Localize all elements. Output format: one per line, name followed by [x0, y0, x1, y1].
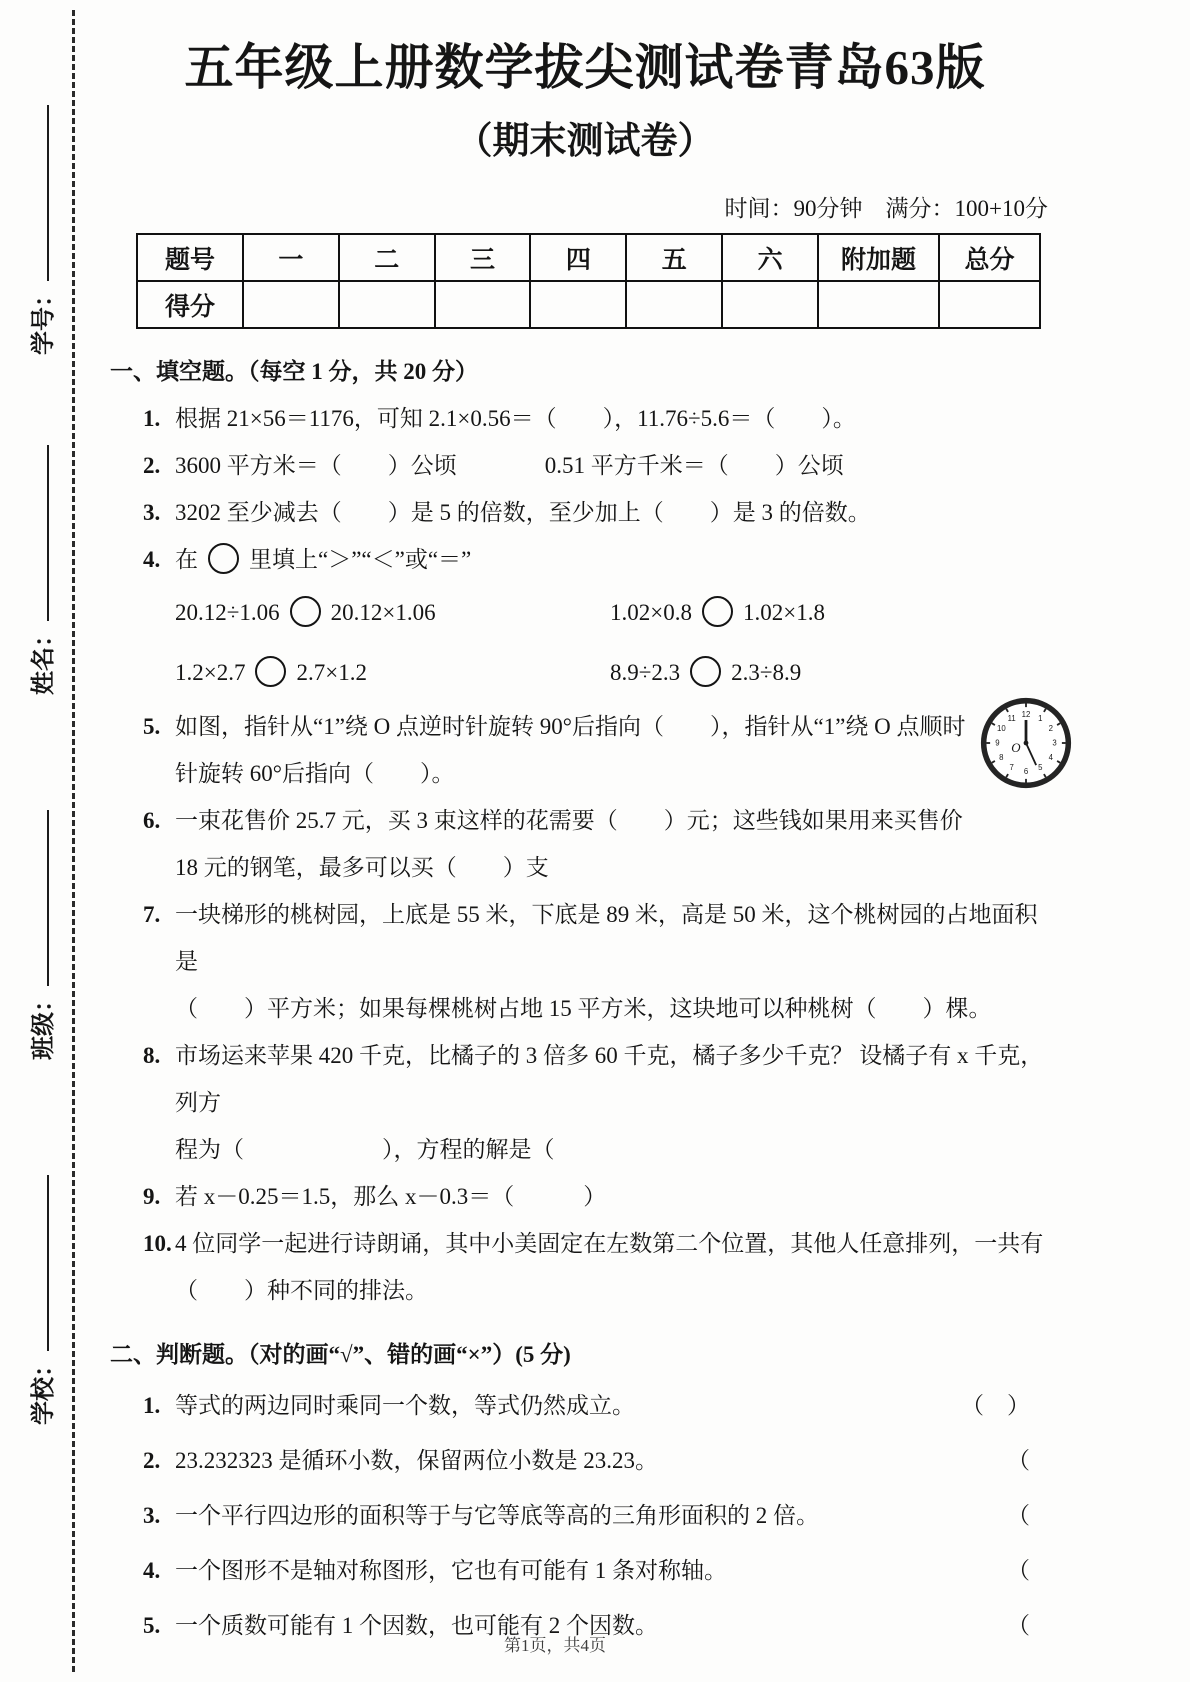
score-table-header-row [137, 234, 1040, 281]
clock-number: 1 [1038, 714, 1043, 724]
clock-number: 7 [1009, 763, 1014, 773]
question-10-line2: （ ）种不同的排法。 [175, 1278, 428, 1304]
student-id-field [23, 105, 57, 355]
comparison-pair [610, 583, 825, 643]
comparison-right: 20.12×1.06 [330, 600, 436, 626]
page-footer: 第1页，共4页 [504, 1636, 606, 1655]
question-5-number: 5. [143, 714, 161, 740]
comparison-circle[interactable] [255, 656, 286, 687]
comparison-pair [175, 643, 610, 703]
question-10 [110, 1220, 1060, 1314]
clock-number: 10 [996, 724, 1006, 734]
judge-2-text: 23.232323 是循环小数，保留两位小数是 23.23。 [175, 1448, 658, 1474]
page-subtitle: （期末测试卷） [455, 121, 715, 163]
judge-2-answer-bracket[interactable]: （ [1007, 1448, 1030, 1474]
question-4-compare-row-2 [110, 643, 1060, 703]
score-cell-empty[interactable] [243, 281, 339, 328]
question-3-number: 3. [143, 500, 161, 526]
school-field [23, 1175, 57, 1425]
time-score-info: 时间：90分钟 满分：100+10分 [724, 196, 1048, 222]
question-5-line2: 针旋转 60°后指向（ ）。 [175, 761, 455, 787]
score-row-label: 得分 [137, 281, 243, 328]
score-header-cell: 题号 [137, 234, 243, 281]
comparison-right: 2.7×1.2 [296, 660, 367, 686]
score-header-cell: 四 [530, 234, 626, 281]
question-8-line2: 程为（ ），方程的解是（ [175, 1137, 555, 1163]
comparison-left: 1.2×2.7 [175, 660, 246, 686]
comparison-right: 2.3÷8.9 [731, 660, 802, 686]
question-10-number: 10. [143, 1231, 172, 1257]
question-4-intro-post: 里填上“＞”“＜”或“＝” [249, 547, 472, 573]
clock-number: 11 [1007, 714, 1016, 724]
question-6-line2: 18 元的钢笔，最多可以买（ ）支 [175, 855, 549, 881]
judge-3-number: 3. [143, 1503, 161, 1529]
score-table-score-row [137, 281, 1040, 328]
question-8-line1: 市场运来苹果 420 千克，比橘子的 3 倍多 60 千克，橘子多少千克？ 设橘子有 x 千克，列方 [175, 1043, 1044, 1116]
judge-3-text: 一个平行四边形的面积等于与它等底等高的三角形面积的 2 倍。 [175, 1503, 819, 1529]
score-cell-empty[interactable] [626, 281, 722, 328]
question-3-text: 3202 至少减去（ ）是 5 的倍数，至少加上（ ）是 3 的倍数。 [175, 500, 871, 526]
judge-question-2 [110, 1433, 1060, 1488]
binding-dashed-line [72, 10, 75, 1672]
question-9 [110, 1173, 1060, 1220]
question-5 [110, 703, 1060, 797]
clock-number: 2 [1048, 724, 1053, 734]
question-9-number: 9. [143, 1184, 161, 1210]
class-blank[interactable] [47, 810, 49, 986]
question-2-part2: 0.51 平方千米＝（ ）公顷 [544, 453, 844, 479]
score-header-cell: 三 [435, 234, 531, 281]
judge-5-answer-bracket[interactable]: （ [1007, 1613, 1030, 1639]
judge-question-1 [110, 1378, 1060, 1433]
comparison-pair [610, 643, 801, 703]
score-header-cell: 总分 [939, 234, 1040, 281]
judge-1-answer-bracket[interactable]: （ ） [961, 1393, 1030, 1419]
judge-4-number: 4. [143, 1558, 161, 1584]
question-10-line1: 4 位同学一起进行诗朗诵，其中小美固定在左数第二个位置，其他人任意排列，一共有 [175, 1231, 1044, 1257]
comparison-circle[interactable] [702, 596, 733, 627]
clock-number: 6 [1023, 767, 1029, 777]
question-7-line1: 一块梯形的桃树园，上底是 55 米，下底是 89 米，高是 50 米，这个桃树园的占地面积是 [175, 902, 1038, 975]
question-2 [110, 442, 1060, 489]
school-label: 学校： [30, 1353, 57, 1425]
judge-1-text: 等式的两边同时乘同一个数，等式仍然成立。 [175, 1393, 635, 1419]
question-7-number: 7. [143, 902, 161, 928]
question-1-number: 1. [143, 406, 161, 432]
student-id-blank[interactable] [47, 105, 49, 281]
judge-3-answer-bracket[interactable]: （ [1007, 1503, 1030, 1529]
score-header-cell: 二 [339, 234, 435, 281]
clock-number: 8 [999, 753, 1004, 763]
section1-heading: 一、填空题。（每空 1 分，共 20 分） [110, 359, 478, 385]
score-header-cell: 六 [722, 234, 818, 281]
question-2-part1: 3600 平方米＝（ ）公顷 [175, 453, 457, 479]
comparison-circle[interactable] [208, 543, 239, 574]
question-6 [110, 797, 1060, 891]
score-table [136, 233, 1041, 329]
clock-number: 3 [1052, 738, 1057, 748]
question-4-number: 4. [143, 547, 161, 573]
student-id-label: 学号： [30, 283, 57, 355]
clock-illustration [980, 697, 1072, 789]
question-9-text: 若 x－0.25＝1.5，那么 x－0.3＝（ ） [175, 1184, 607, 1210]
question-6-line1: 一束花售价 25.7 元，买 3 束这样的花需要（ ）元；这些钱如果用来买售价 [175, 808, 963, 834]
question-5-line1: 如图，指针从“1”绕 O 点逆时针旋转 90°后指向（ ），指针从“1”绕 O 点顺时 [175, 714, 966, 740]
comparison-circle[interactable] [290, 596, 321, 627]
comparison-pair [175, 583, 610, 643]
clock-center-label: O [1011, 741, 1021, 756]
score-header-cell: 一 [243, 234, 339, 281]
question-6-number: 6. [143, 808, 161, 834]
judge-5-text: 一个质数可能有 1 个因数，也可能有 2 个因数。 [175, 1613, 658, 1639]
comparison-left: 20.12÷1.06 [175, 600, 280, 626]
judge-5-number: 5. [143, 1613, 161, 1639]
question-2-number: 2. [143, 453, 161, 479]
question-2-text [175, 442, 1060, 489]
score-cell-empty[interactable] [435, 281, 531, 328]
question-4 [110, 536, 1060, 583]
judge-1-number: 1. [143, 1393, 161, 1419]
class-label: 班级： [30, 988, 57, 1060]
page-title: 五年级上册数学拔尖测试卷青岛63版 [184, 40, 986, 95]
class-field [23, 810, 57, 1060]
name-blank[interactable] [47, 445, 49, 621]
clock-number: 9 [995, 738, 1000, 748]
judge-question-3 [110, 1488, 1060, 1543]
question-7 [110, 891, 1060, 1032]
score-cell-empty[interactable] [339, 281, 435, 328]
clock-number: 4 [1048, 753, 1053, 763]
question-4-intro-pre: 在 [175, 547, 198, 573]
clock-center-dot [1024, 741, 1029, 746]
question-3 [110, 489, 1060, 536]
clock-number: 12 [1021, 710, 1031, 720]
comparison-right: 1.02×1.8 [742, 600, 825, 626]
paper-content [110, 34, 1060, 1653]
score-header-cell: 五 [626, 234, 722, 281]
clock-number: 5 [1038, 763, 1043, 773]
judge-2-number: 2. [143, 1448, 161, 1474]
question-1-text: 根据 21×56＝1176，可知 2.1×0.56＝（ ），11.76÷5.6＝（ ）。 [175, 406, 856, 432]
question-7-line2: （ ）平方米；如果每棵桃树占地 15 平方米，这块地可以种桃树（ ）棵。 [175, 996, 992, 1022]
judge-question-4 [110, 1543, 1060, 1598]
question-1 [110, 395, 1060, 442]
score-cell-empty[interactable] [722, 281, 818, 328]
school-blank[interactable] [47, 1175, 49, 1351]
section2-heading: 二、判断题。（对的画“√”、错的画“×”）(5 分) [110, 1342, 571, 1368]
judge-4-answer-bracket[interactable]: （ [1007, 1558, 1030, 1584]
comparison-left: 8.9÷2.3 [610, 660, 681, 686]
comparison-left: 1.02×0.8 [610, 600, 692, 626]
name-field [23, 445, 57, 695]
name-label: 姓名： [30, 623, 57, 695]
score-cell-empty[interactable] [818, 281, 939, 328]
question-8-number: 8. [143, 1043, 161, 1069]
question-8 [110, 1032, 1060, 1173]
judge-4-text: 一个图形不是轴对称图形，它也有可能有 1 条对称轴。 [175, 1558, 727, 1584]
comparison-circle[interactable] [690, 656, 721, 687]
score-cell-empty[interactable] [939, 281, 1040, 328]
score-header-cell: 附加题 [818, 234, 939, 281]
score-cell-empty[interactable] [530, 281, 626, 328]
question-4-compare-row-1 [110, 583, 1060, 643]
